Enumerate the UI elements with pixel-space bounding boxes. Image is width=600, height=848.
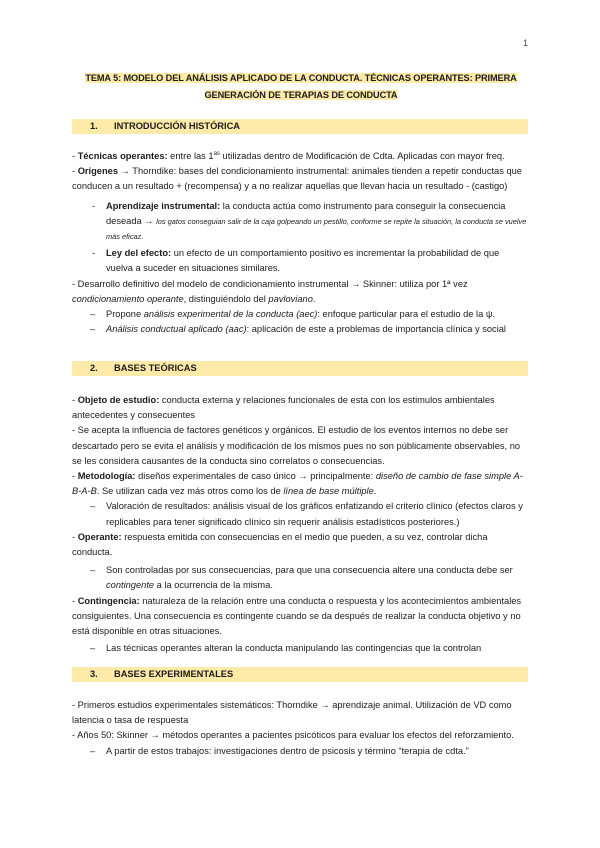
text: respuesta emitida con consecuencias en el medio que pueden, a su vez, controlar dicha conducta. [72, 531, 488, 558]
paragraph: - Operante: respuesta emitida con consecuencias en el medio que pueden, a su vez, controlar dicha conducta. [72, 531, 488, 558]
paragraph: - Se acepta la influencia de factores genéticos y orgánicos. El estudio de los eventos internos no debe ser descartado pero se evita el análisis y modificación de los mismos pues no son públicamente observables, no se les considera causantes de la conducta sino correlatos o consecuencias. [72, 425, 521, 466]
paragraph [72, 277, 528, 307]
text: Son controladas por sus consecuencias, para que una consecuencia altere una conducta debe ser [106, 565, 513, 576]
document-title [70, 70, 532, 104]
term-label: Metodología: [77, 471, 136, 482]
paragraph: - Años 50: Skinner → métodos operantes a pacientes psicóticos para evaluar los efectos del reforzamiento. [72, 730, 514, 741]
paragraph: - Objeto de estudio: conducta externa y relaciones funcionales de esta con los estimulos ambientales antecedentes y consecuentes [72, 395, 495, 421]
text: a la ocurrencia de la misma. [154, 580, 273, 591]
section-number: 3. [90, 669, 98, 679]
italic-term: diseño de cambio de fase simple A-B-A-B [72, 471, 523, 497]
text: - Desarrollo definitivo del modelo de condicionamiento instrumental → Skinner: utiliza por 1ª vez [72, 278, 468, 289]
sub-item [72, 307, 528, 322]
section-title: BASES EXPERIMENTALES [114, 669, 234, 679]
example-text: los gatos conseguian salir de la caja golpeando un pestillo, conforme se repite la situación, la conducta se vuelve más eficaz. [106, 216, 527, 242]
section-1-body [72, 149, 528, 337]
section-3-body [72, 698, 528, 759]
paragraph: - Metodología: diseños experimentales de caso único → principalmente: diseño de cambio de fase simple A-B-A-B. Se utilizan cada vez más otros como los de línea de base múltiple. [72, 471, 523, 497]
text: . [373, 486, 377, 497]
text: → Thorndike: bases del condicionamiento instrumental: animales tienden a repetir conductas que conducen a un resultado + (recompensa) y a no realizar aquellas que llevan hacia un resultado - (castigo) [72, 166, 522, 192]
italic-term: línea de base múltiple [283, 486, 374, 497]
italic-term: pavloviano [268, 293, 313, 304]
italic-term: Análisis conductual aplicado (aac) [106, 324, 247, 335]
text: : aplicación de este a problemas de importancia clínica y social [246, 324, 506, 335]
term-label: Ley del efecto: [106, 248, 172, 259]
section-heading-3 [72, 667, 528, 682]
text: un efecto de un comportamiento positivo es incrementar la probabilidad de que vuelva a suceder en situaciones similares. [106, 248, 500, 274]
sub-item: – Valoración de resultados: análisis visual de los gráficos enfatizando el criterio clínico (efectos claros y replicables para tener significado clínico sin requerir análisis estadísticos posteriores.) [72, 499, 528, 529]
italic-term: análisis experimental de la conducta (aec) [143, 309, 318, 320]
paragraph: - Técnicas operantes: entre las $1^{as}$ utilizadas dentro de Modificación de Cdta. Aplicadas con mayor freq. [72, 150, 505, 161]
text: . Se utilizan cada vez más otros como los de [96, 486, 284, 497]
term-label: Operante: [77, 531, 122, 542]
section-heading-2 [72, 361, 528, 376]
term-label: Técnicas operantes: [77, 151, 168, 161]
text: : enfoque particular para el estudio de la ψ. [317, 309, 496, 320]
section-title: INTRODUCCIÓN HISTÓRICA [114, 121, 241, 131]
section-heading-1 [72, 119, 528, 134]
term-label: Objeto de estudio: [77, 395, 160, 405]
italic-term: contingente [106, 580, 155, 591]
section-title: BASES TEÓRICAS [114, 363, 197, 373]
paragraph: - Origenes → Thorndike: bases del condicionamiento instrumental: animales tienden a repetir conductas que conducen a un resultado + (recompensa) y a no realizar aquellas que llevan hacia un resultado - (castigo) [72, 166, 522, 192]
text: naturaleza de la relación entre una conducta o respuesta y los acontecimientos ambientales consiguientes. Una consecuencia es contingente cuando se da después de realizar la conducta objetivo y no está disponible en otras situaciones. [72, 595, 522, 637]
text: Propone [106, 309, 144, 320]
term-label: Contingencia: [77, 595, 140, 606]
term-label: Aprendizaje instrumental: [106, 200, 221, 211]
sub-item: – A partir de estos trabajos: investigaciones dentro de psicosis y término “terapia de cdta.” [72, 744, 528, 759]
text: . [312, 293, 316, 304]
title-line-2: GENERACIÓN DE TERAPIAS DE CONDUCTA [204, 90, 398, 100]
sub-item [72, 199, 528, 245]
title-line-1: TEMA 5: MODELO DEL ANÁLISIS APLICADO DE LA CONDUCTA. TÉCNICAS OPERANTES: PRIMERA [85, 73, 517, 83]
sub-item [72, 246, 528, 276]
sub-item [72, 563, 528, 593]
paragraph: - Contingencia: naturaleza de la relación entre una conducta o respuesta y los acontecimientos ambientales consiguientes. Una consecuencia es contingente cuando se da después de realizar la conducta objetivo y no está disponible en otras situaciones. [72, 595, 522, 637]
term-label: Origenes [77, 166, 118, 177]
sub-item [72, 322, 528, 337]
sub-item: – Las técnicas operantes alteran la conducta manipulando las contingencias que la controlan [72, 641, 528, 656]
text: , distinguiéndolo del [183, 293, 269, 304]
text: conducta externa y relaciones funcionales de esta con los estimulos ambientales antecedentes y consecuentes [72, 395, 495, 421]
text: diseños experimentales de caso único → principalmente: [135, 471, 376, 482]
text: la conducta actúa como instrumento para conseguir la consecuencia deseada → [106, 200, 506, 226]
page-number: 1 [522, 38, 528, 48]
paragraph: - Primeros estudios experimentales sistemáticos: Thorndike → aprendizaje animal. Utilización de VD como latencia o tasa de respuesta [72, 700, 512, 726]
text: utilizadas dentro de Modificación de Cdta. Aplicadas con mayor freq. [219, 151, 505, 161]
italic-term: condicionamiento operante [72, 293, 184, 304]
text: entre las 1 [167, 151, 214, 161]
section-number: 2. [90, 363, 98, 373]
superscript: as [213, 150, 220, 157]
section-2-body [72, 393, 528, 656]
section-number: 1. [90, 121, 98, 131]
